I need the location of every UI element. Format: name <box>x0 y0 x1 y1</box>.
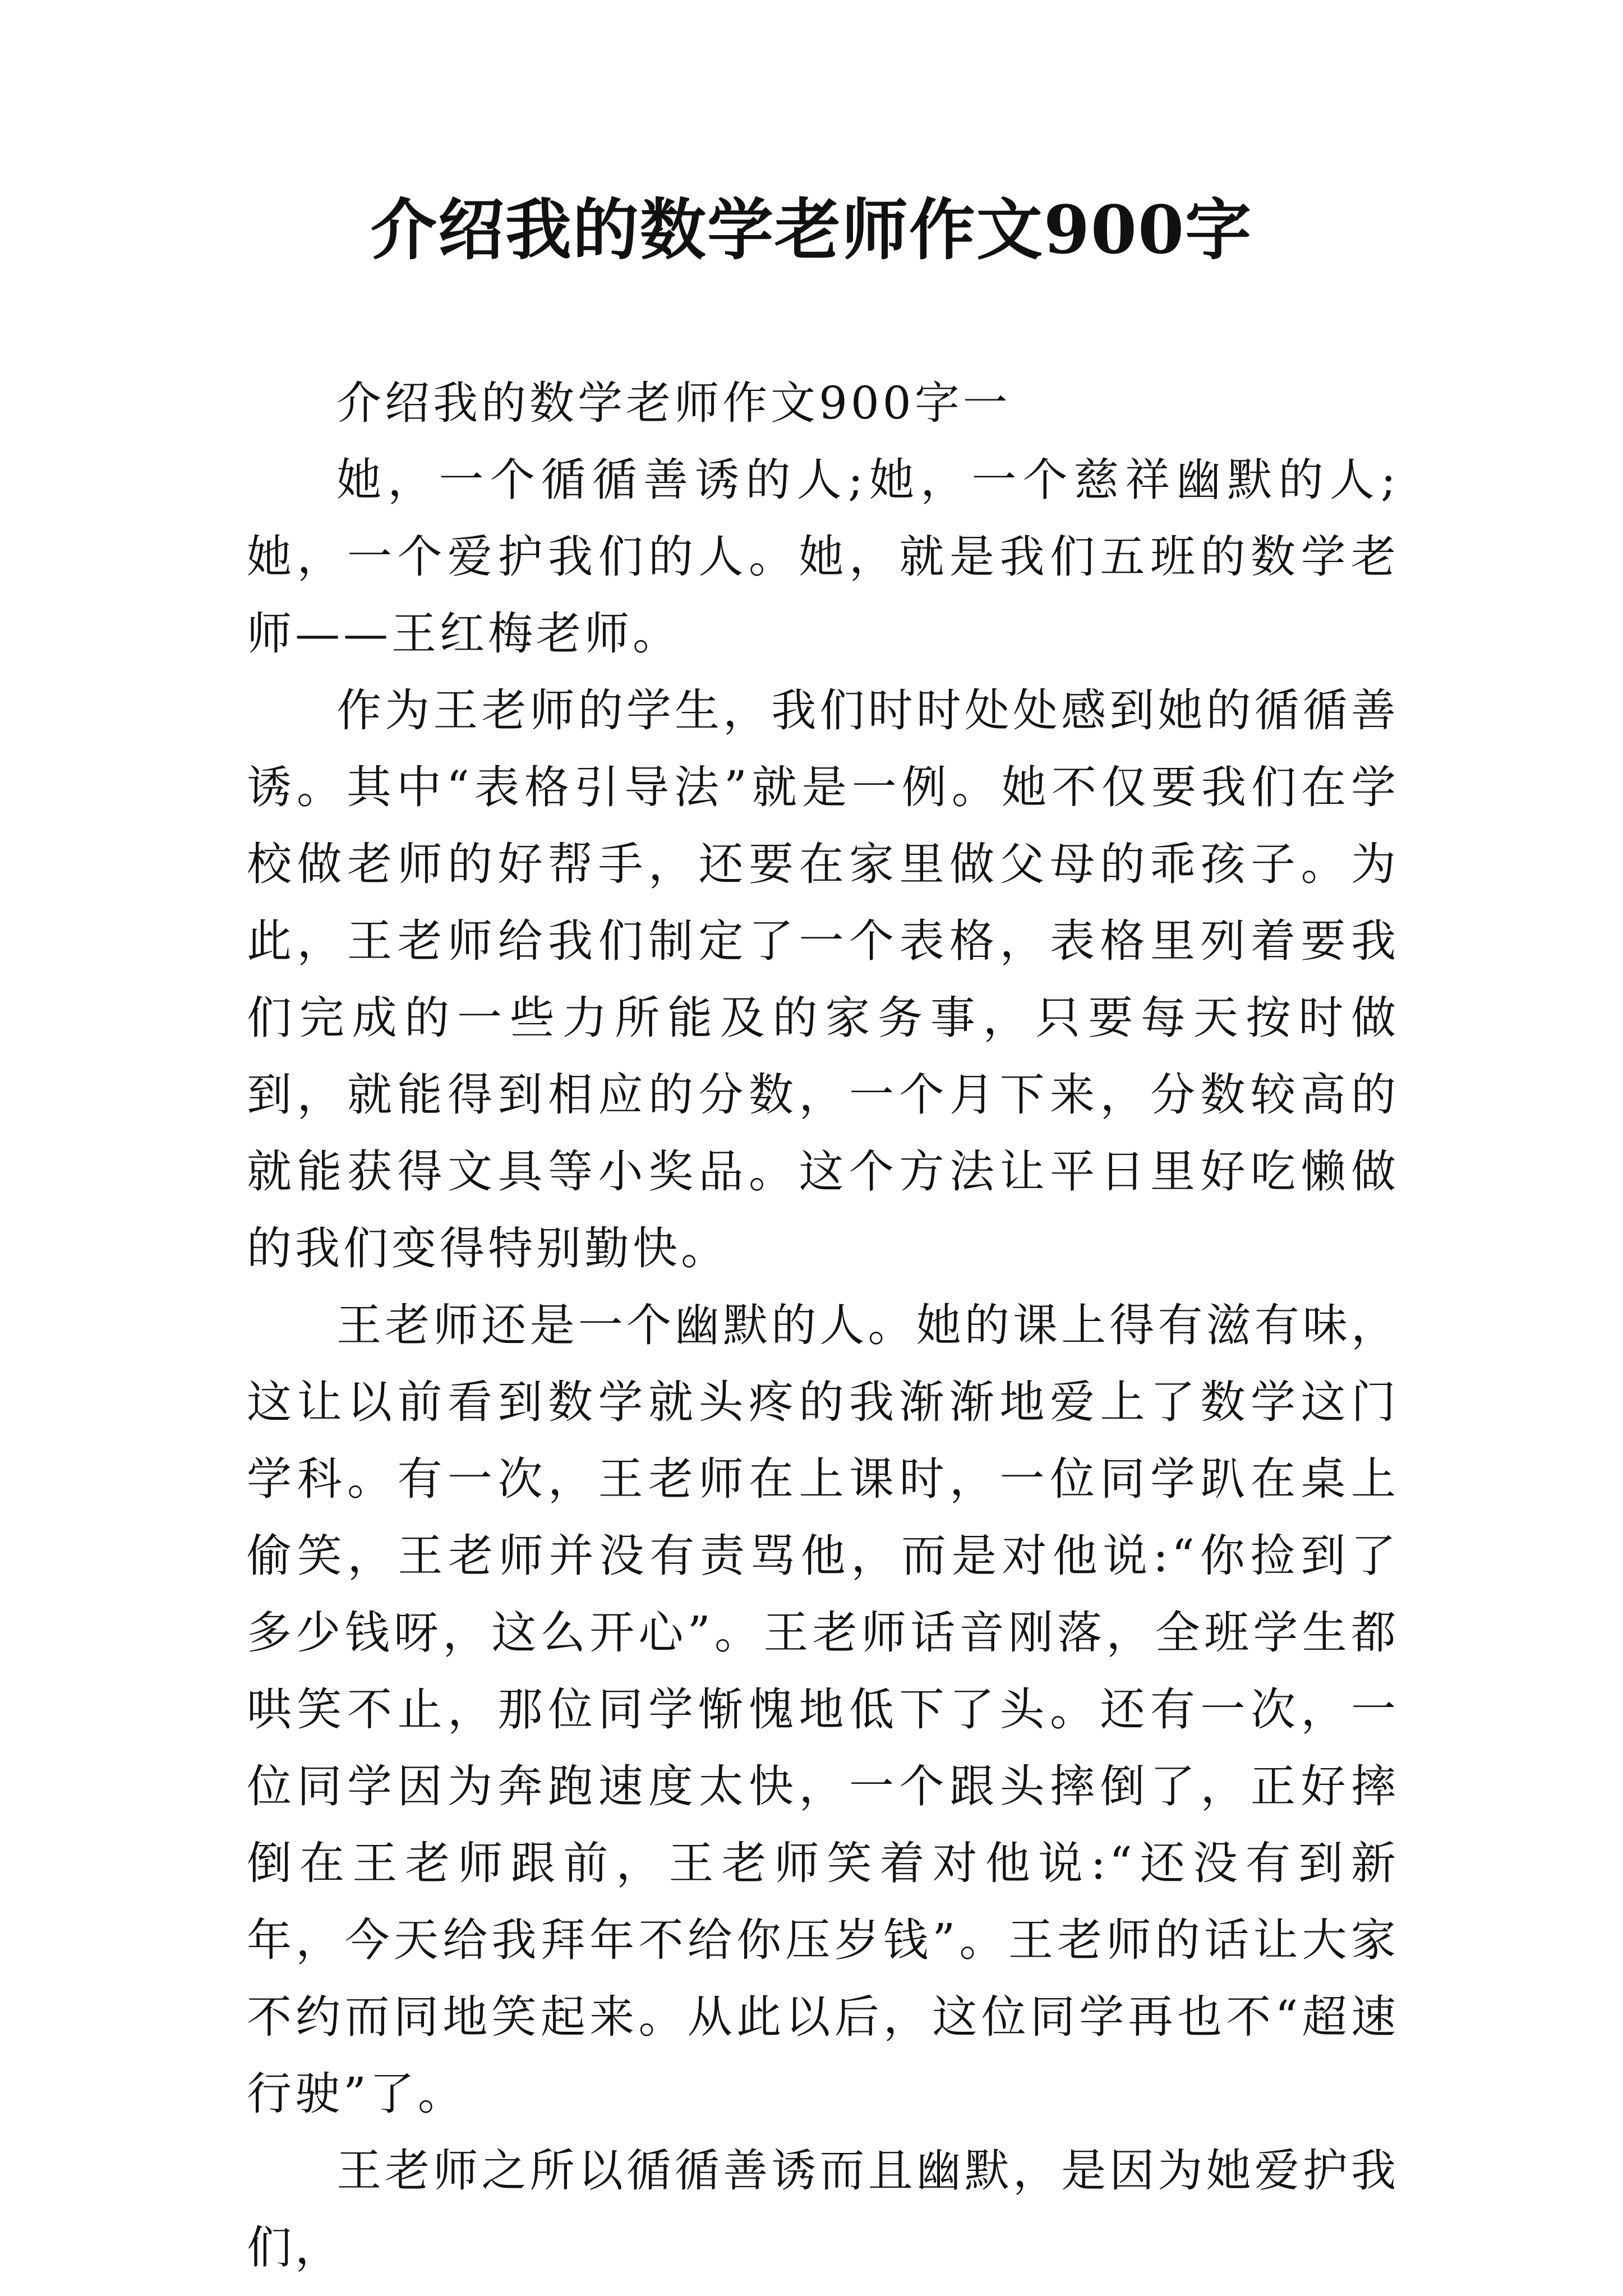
document-title: 介绍我的数学老师作文900字 <box>370 191 1253 269</box>
paragraph: 她，一个循循善诱的人;她，一个慈祥幽默的人;她，一个爱护我们的人。她，就是我们五班的数学老师——王红梅老师。 <box>247 454 1399 660</box>
paragraph: 王老师还是一个幽默的人。她的课上得有滋有味，这让以前看到数学就头疼的我渐渐地爱上了数学这门学科。有一次，王老师在上课时，一位同学趴在桌上偷笑，王老师并没有责骂他，而是对他说:“你捡到了多少钱呀，这么开心”。王老师话音刚落，全班学生都哄笑不止，那位同学惭愧地低下了头。还有一次，一位同学因为奔跑速度太快，一个跟头摔倒了，正好摔倒在王老师跟前，王老师笑着对他说:“还没有到新年，今天给我拜年不给你压岁钱”。王老师的话让大家不约而同地笑起来。从此以后，这位同学再也不“超速行驶”了。 <box>247 1299 1399 2120</box>
paragraph: 作为王老师的学生，我们时时处处感到她的循循善诱。其中“表格引导法”就是一例。她不仅要我们在学校做老师的好帮手，还要在家里做父母的乖孩子。为此，王老师给我们制定了一个表格，表格里列着要我们完成的一些力所能及的家务事，只要每天按时做到，就能得到相应的分数，一个月下来，分数较高的就能获得文具等小奖品。这个方法让平日里好吃懒做的我们变得特别勤快。 <box>247 684 1399 1274</box>
paragraph: 王老师之所以循循善诱而且幽默，是因为她爱护我们， <box>247 2145 1399 2274</box>
document-body <box>247 365 1399 2286</box>
section-heading: 介绍我的数学老师作文900字一 <box>336 377 1011 429</box>
